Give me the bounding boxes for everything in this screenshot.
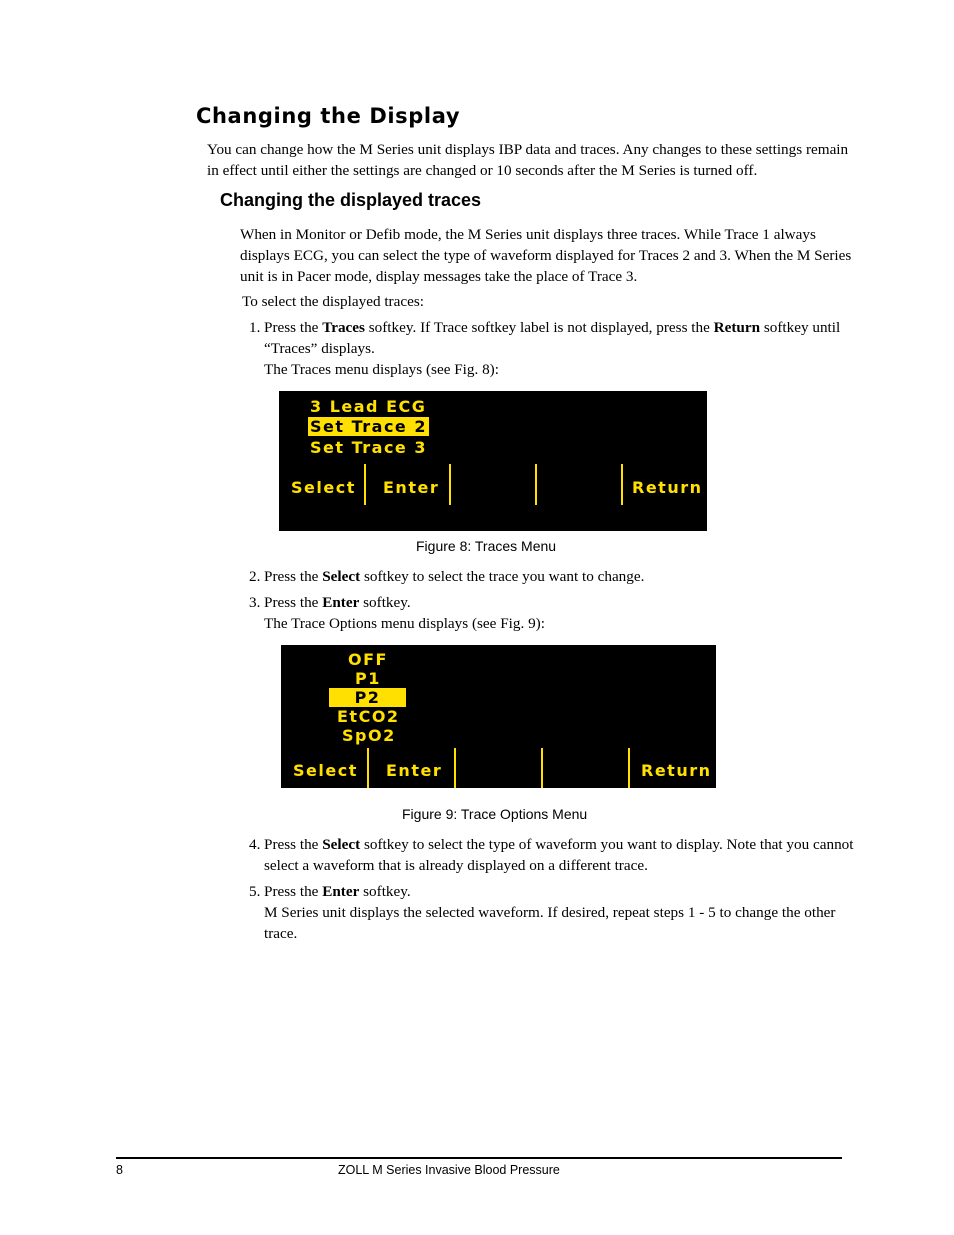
option-p2: P2: [329, 688, 406, 707]
softkey-name: Enter: [322, 883, 360, 900]
option-etco2: EtCO2: [337, 707, 400, 726]
page-number: 8: [116, 1163, 123, 1177]
step-text-part: Press the: [264, 594, 323, 611]
step-text-part: softkey. If Trace softkey label is not displayed, press the: [364, 319, 714, 336]
trace-options-screen: [281, 645, 716, 788]
step-text: [264, 834, 855, 876]
option-p1: P1: [355, 669, 381, 688]
footer-title: ZOLL M Series Invasive Blood Pressure: [338, 1163, 560, 1177]
step-text-part: softkey until “Traces” displays.: [264, 319, 841, 357]
softkey-divider: [364, 464, 366, 505]
option-spo2: SpO2: [342, 726, 396, 745]
step-subtext: M Series unit displays the selected waveform. If desired, repeat steps 1 - 5 to change the other trace.: [264, 904, 836, 942]
softkey-return: Return: [641, 761, 712, 780]
step-number: 3.: [249, 594, 261, 611]
intro-paragraph: You can change how the M Series unit displays IBP data and traces. Any changes to these settings remain in effect until either the settings are changed or 10 seconds after the M Series is turned off.: [207, 141, 849, 179]
option-off: OFF: [348, 650, 388, 669]
step-text-part: softkey.: [359, 594, 411, 611]
softkey-divider: [621, 464, 623, 505]
step-1: [249, 317, 855, 380]
step-3: [249, 592, 855, 634]
step-number: 1.: [249, 319, 261, 336]
step-number: 5.: [249, 883, 261, 900]
softkey-divider: [449, 464, 451, 505]
figure-8-caption: Figure 8: Traces Menu: [416, 538, 557, 554]
step-text-part: Press the: [264, 836, 323, 853]
softkey-name: Traces: [322, 319, 365, 336]
step-2: [249, 566, 855, 587]
subsection-title: Changing the displayed traces: [220, 190, 482, 210]
step-5: [249, 881, 855, 944]
step-text-part: Press the: [264, 883, 323, 900]
softkey-return: Return: [632, 478, 703, 497]
step-text: [264, 566, 855, 587]
softkey-name: Enter: [322, 594, 360, 611]
footer-rule: [116, 1157, 842, 1159]
traces-paragraph: When in Monitor or Defib mode, the M Series unit displays three traces. While Trace 1 always displays ECG, you can select the type of waveform displayed for Traces 2 and 3. When the M Series unit is in Pacer mode, display messages take the place of Trace 3.: [240, 226, 852, 285]
menu-item-3-lead-ecg: 3 Lead ECG: [310, 397, 427, 416]
step-text: [264, 592, 855, 613]
softkey-enter: Enter: [386, 761, 443, 780]
softkey-name: Select: [322, 568, 361, 585]
step-text-part: softkey to select the type of waveform you want to display. Note that you cannot select a waveform that is already displayed on a different trace.: [264, 836, 854, 874]
step-subtext: The Traces menu displays (see Fig. 8):: [264, 361, 499, 378]
step-text: [264, 881, 855, 902]
step-text-part: Press the: [264, 568, 323, 585]
softkey-select: Select: [293, 761, 358, 780]
softkey-select: Select: [291, 478, 356, 497]
softkey-divider: [628, 748, 630, 788]
step-4: [249, 834, 855, 876]
softkey-divider: [454, 748, 456, 788]
menu-item-set-trace-2: Set Trace 2: [310, 417, 427, 436]
softkey-divider: [535, 464, 537, 505]
softkey-divider: [541, 748, 543, 788]
figure-9-caption: Figure 9: Trace Options Menu: [402, 806, 588, 822]
step-number: 2.: [249, 568, 261, 585]
softkey-name: Return: [713, 319, 761, 336]
step-text-part: softkey.: [359, 883, 411, 900]
softkey-name: Select: [322, 836, 361, 853]
lead-in-text: To select the displayed traces:: [242, 293, 424, 310]
step-text-part: Press the: [264, 319, 323, 336]
step-text: [264, 317, 855, 359]
step-subtext: The Trace Options menu displays (see Fig. 9):: [264, 615, 545, 632]
section-title: Changing the Display: [196, 104, 461, 128]
step-text-part: softkey to select the trace you want to change.: [360, 568, 645, 585]
softkey-enter: Enter: [383, 478, 440, 497]
menu-item-set-trace-3: Set Trace 3: [310, 438, 427, 457]
traces-menu-screen: [279, 391, 707, 531]
step-number: 4.: [249, 836, 261, 853]
softkey-divider: [367, 748, 369, 788]
